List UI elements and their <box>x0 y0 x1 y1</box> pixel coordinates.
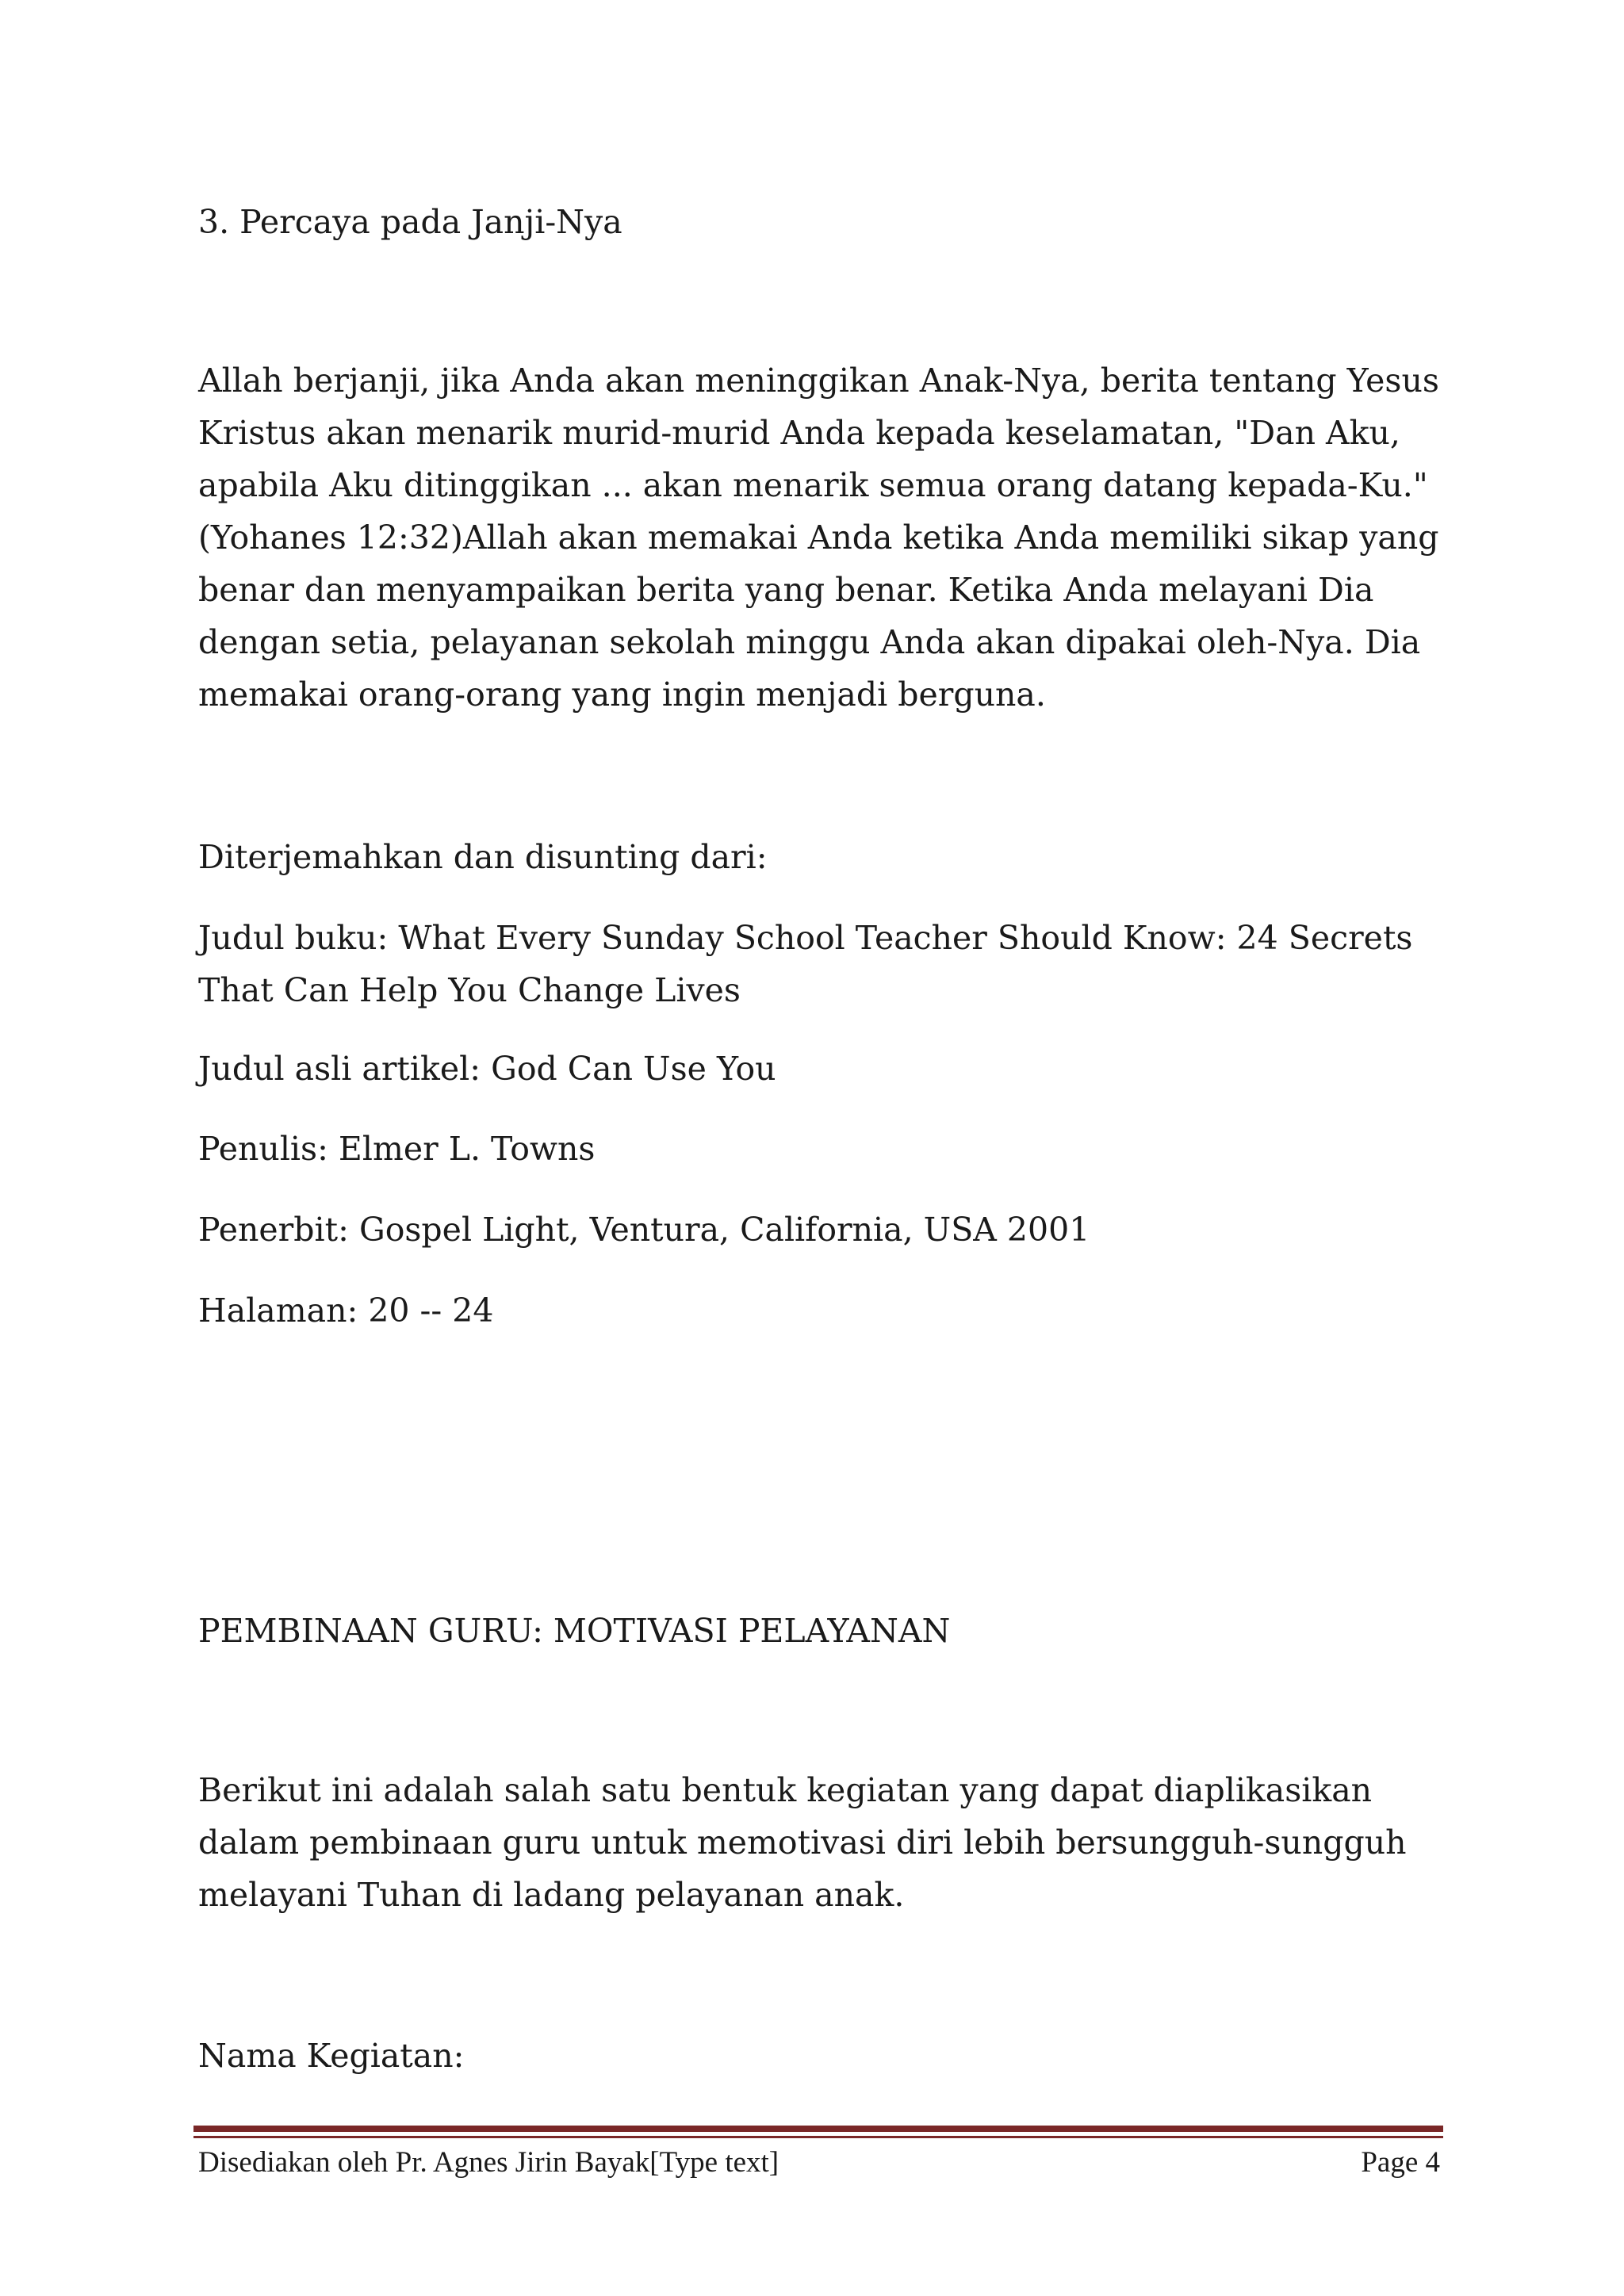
author-line: Penulis: Elmer L. Towns <box>198 1130 596 1168</box>
footer-rule-thick <box>193 2126 1443 2132</box>
section-title: PEMBINAAN GURU: MOTIVASI PELAYANAN <box>198 1612 951 1650</box>
intro-line: melayani Tuhan di ladang pelayanan anak. <box>198 1876 905 1914</box>
pages-line: Halaman: 20 -- 24 <box>198 1292 494 1330</box>
section-heading: 3. Percaya pada Janji-Nya <box>198 203 622 241</box>
body-paragraph <box>198 354 1439 721</box>
intro-line: dalam pembinaan guru untuk memotivasi diri lebih bersungguh-sungguh <box>198 1823 1407 1862</box>
intro-line: Berikut ini adalah salah satu bentuk kegiatan yang dapat diaplikasikan <box>198 1771 1373 1809</box>
paragraph-line: memakai orang-orang yang ingin menjadi berguna. <box>198 675 1046 714</box>
paragraph-line: Kristus akan menarik murid-murid Anda kepada keselamatan, "Dan Aku, <box>198 414 1400 452</box>
paragraph-line: (Yohanes 12:32)Allah akan memakai Anda ketika Anda memiliki sikap yang <box>198 519 1439 557</box>
paragraph-line: apabila Aku ditinggikan ... akan menarik semua orang datang kepada-Ku." <box>198 466 1428 504</box>
paragraph-line: benar dan menyampaikan berita yang benar. Ketika Anda melayani Dia <box>198 571 1374 609</box>
activity-label: Nama Kegiatan: <box>198 2037 465 2075</box>
page-number: Page 4 <box>1361 2146 1440 2179</box>
book-title-line: Judul buku: What Every Sunday School Teacher Should Know: 24 Secrets <box>198 919 1413 957</box>
book-title <box>198 912 1435 1016</box>
footer-rule-thin <box>193 2136 1443 2138</box>
paragraph-line: Allah berjanji, jika Anda akan meninggikan Anak-Nya, berita tentang Yesus <box>198 362 1439 400</box>
paragraph-line: dengan setia, pelayanan sekolah minggu Anda akan dipakai oleh-Nya. Dia <box>198 623 1421 661</box>
book-title-line: That Can Help You Change Lives <box>198 971 741 1009</box>
intro-paragraph <box>198 1764 1435 1921</box>
source-intro: Diterjemahkan dan disunting dari: <box>198 838 768 876</box>
footer-author: Disediakan oleh Pr. Agnes Jirin Bayak[Type text] <box>198 2146 779 2179</box>
article-title: Judul asli artikel: God Can Use You <box>198 1050 776 1088</box>
publisher-line: Penerbit: Gospel Light, Ventura, California, USA 2001 <box>198 1211 1090 1249</box>
page-footer <box>198 2144 1440 2182</box>
